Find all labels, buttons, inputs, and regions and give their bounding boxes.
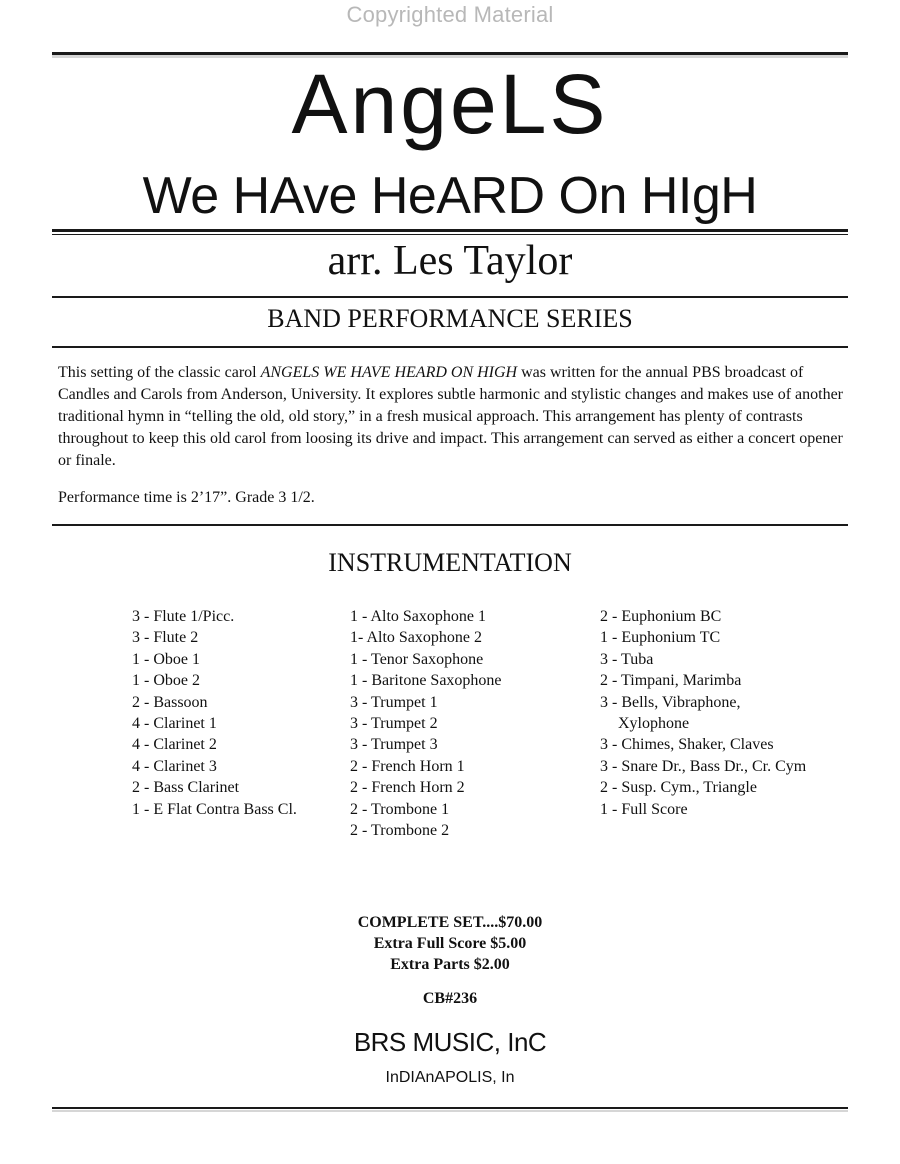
instrument-item: 1 - Baritone Saxophone [350, 672, 502, 690]
divider [52, 229, 848, 232]
instrument-item: 1 - Full Score [600, 800, 688, 818]
instrument-item: Xylophone [618, 715, 690, 733]
divider [52, 524, 848, 526]
instrument-item: 4 - Clarinet 2 [132, 736, 217, 754]
divider [52, 296, 848, 298]
instrumentation-column-2 [350, 606, 502, 841]
instrument-item: 3 - Flute 1/Picc. [132, 608, 235, 625]
instrument-item: 2 - Trombone 1 [350, 800, 450, 818]
price-extra-parts: Extra Parts $2.00 [390, 956, 510, 973]
instrument-item: 3 - Chimes, Shaker, Claves [600, 736, 774, 754]
divider [52, 234, 848, 235]
description-paragraph [58, 362, 844, 472]
instrument-item: 1 - Oboe 2 [132, 672, 200, 690]
price-extra-score: Extra Full Score $5.00 [373, 935, 527, 952]
price-complete-set: COMPLETE SET....$70.00 [357, 914, 543, 931]
piece-title: AngeLS [291, 57, 609, 151]
instrument-item: 3 - Bells, Vibraphone, [600, 693, 741, 711]
instrument-item: 1- Alto Saxophone 2 [350, 629, 482, 647]
instrument-item: 4 - Clarinet 3 [132, 757, 217, 775]
piece-subtitle: We HAve HeARD On HIgH [142, 167, 758, 225]
pricing-block [0, 912, 900, 975]
publisher-name: BRS MUSIC, InC [353, 1027, 547, 1057]
instrument-item: 1 - Oboe 1 [132, 650, 200, 668]
divider [52, 1107, 848, 1109]
description-text: This setting of the classic carol [58, 364, 261, 381]
divider [52, 52, 848, 55]
instrumentation-column-3 [600, 606, 806, 820]
instrument-item: 2 - French Horn 2 [350, 779, 465, 797]
instrument-item: 3 - Snare Dr., Bass Dr., Cr. Cym [600, 757, 807, 775]
instrument-item: 2 - Trombone 2 [350, 822, 450, 840]
instrument-item: 1 - Euphonium TC [600, 629, 721, 647]
instrument-item: 2 - Bass Clarinet [132, 779, 240, 797]
description-text: was written for the annual PBS broadcast of Candles and Carols from Anderson, University. It explores subtle harmonic and stylistic changes and makes use of another traditional hymn in “telling the old, old story,” in a fresh musical approach. This arrangement has plenty of contrasts throughout to keep this old carol from loosing its drive and impact. This arrangement can served as either a concert opener or finale. [58, 364, 843, 469]
instrumentation-column-1 [132, 606, 297, 820]
instrument-item: 3 - Trumpet 3 [350, 736, 438, 754]
instrument-item: 1 - Alto Saxophone 1 [350, 608, 486, 625]
arranger-credit: arr. Les Taylor [327, 238, 573, 284]
instrument-item: 2 - Susp. Cym., Triangle [600, 779, 757, 797]
performance-info: Performance time is 2’17”. Grade 3 1/2. [58, 489, 315, 506]
instrument-item: 4 - Clarinet 1 [132, 715, 217, 733]
instrument-item: 3 - Tuba [600, 650, 654, 668]
instrument-item: 3 - Flute 2 [132, 629, 199, 647]
instrument-item: 3 - Trumpet 2 [350, 715, 438, 733]
copyright-watermark: Copyrighted Material [346, 2, 554, 27]
instrumentation-heading: INSTRUMENTATION [328, 548, 572, 577]
description-emphasis: ANGELS WE HAVE HEARD ON HIGH [260, 364, 518, 381]
instrument-item: 1 - Tenor Saxophone [350, 650, 484, 668]
instrument-item: 3 - Trumpet 1 [350, 693, 438, 711]
instrument-item: 2 - Timpani, Marimba [600, 672, 742, 690]
instrument-item: 2 - Bassoon [132, 693, 208, 711]
series-name: BAND PERFORMANCE SERIES [267, 304, 633, 333]
catalog-number: CB#236 [422, 990, 478, 1007]
divider [52, 346, 848, 348]
publisher-city: InDIAnAPOLIS, In [385, 1069, 515, 1086]
instrument-item: 2 - Euphonium BC [600, 608, 722, 625]
instrument-item: 2 - French Horn 1 [350, 757, 465, 775]
instrument-item: 1 - E Flat Contra Bass Cl. [132, 800, 297, 818]
